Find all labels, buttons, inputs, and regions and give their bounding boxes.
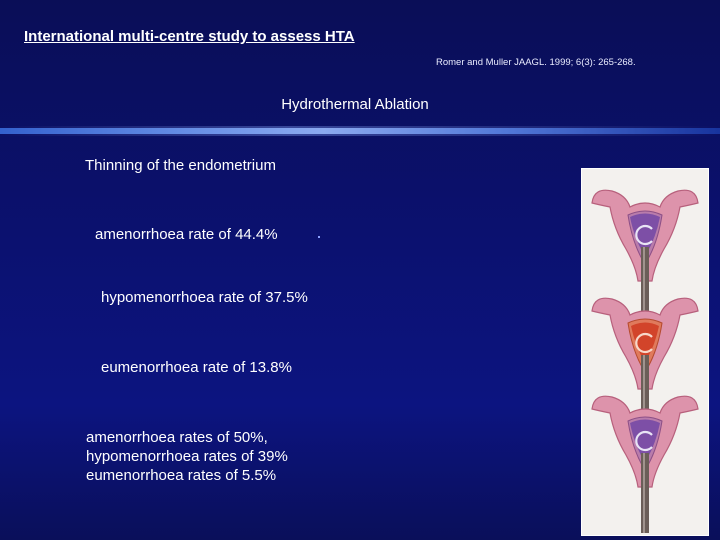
summary-hypomenorrhoea: hypomenorrhoea rates of 39% <box>86 448 288 465</box>
slide-subtitle: Hydrothermal Ablation <box>281 96 429 113</box>
uterus-icon-3 <box>592 396 698 533</box>
uterus-figure-panel <box>581 168 709 536</box>
summary-eumenorrhoea: eumenorrhoea rates of 5.5% <box>86 467 277 484</box>
title-divider <box>0 128 720 134</box>
finding-amenorrhoea: amenorrhoea rate of 44.4% <box>95 226 278 243</box>
uterus-diagram-icon <box>582 169 708 535</box>
finding-thinning: Thinning of the endometrium <box>85 157 276 174</box>
citation: Romer and Muller JAAGL. 1999; 6(3): 265-268. <box>436 57 636 68</box>
summary-block <box>86 428 288 485</box>
stray-dot <box>318 236 320 238</box>
finding-eumenorrhoea: eumenorrhoea rate of 13.8% <box>101 359 292 376</box>
slide-title: International multi-centre study to assess HTA <box>24 28 355 45</box>
finding-hypomenorrhoea: hypomenorrhoea rate of 37.5% <box>101 289 308 306</box>
summary-amenorrhoea: amenorrhoea rates of 50%, <box>86 429 268 446</box>
